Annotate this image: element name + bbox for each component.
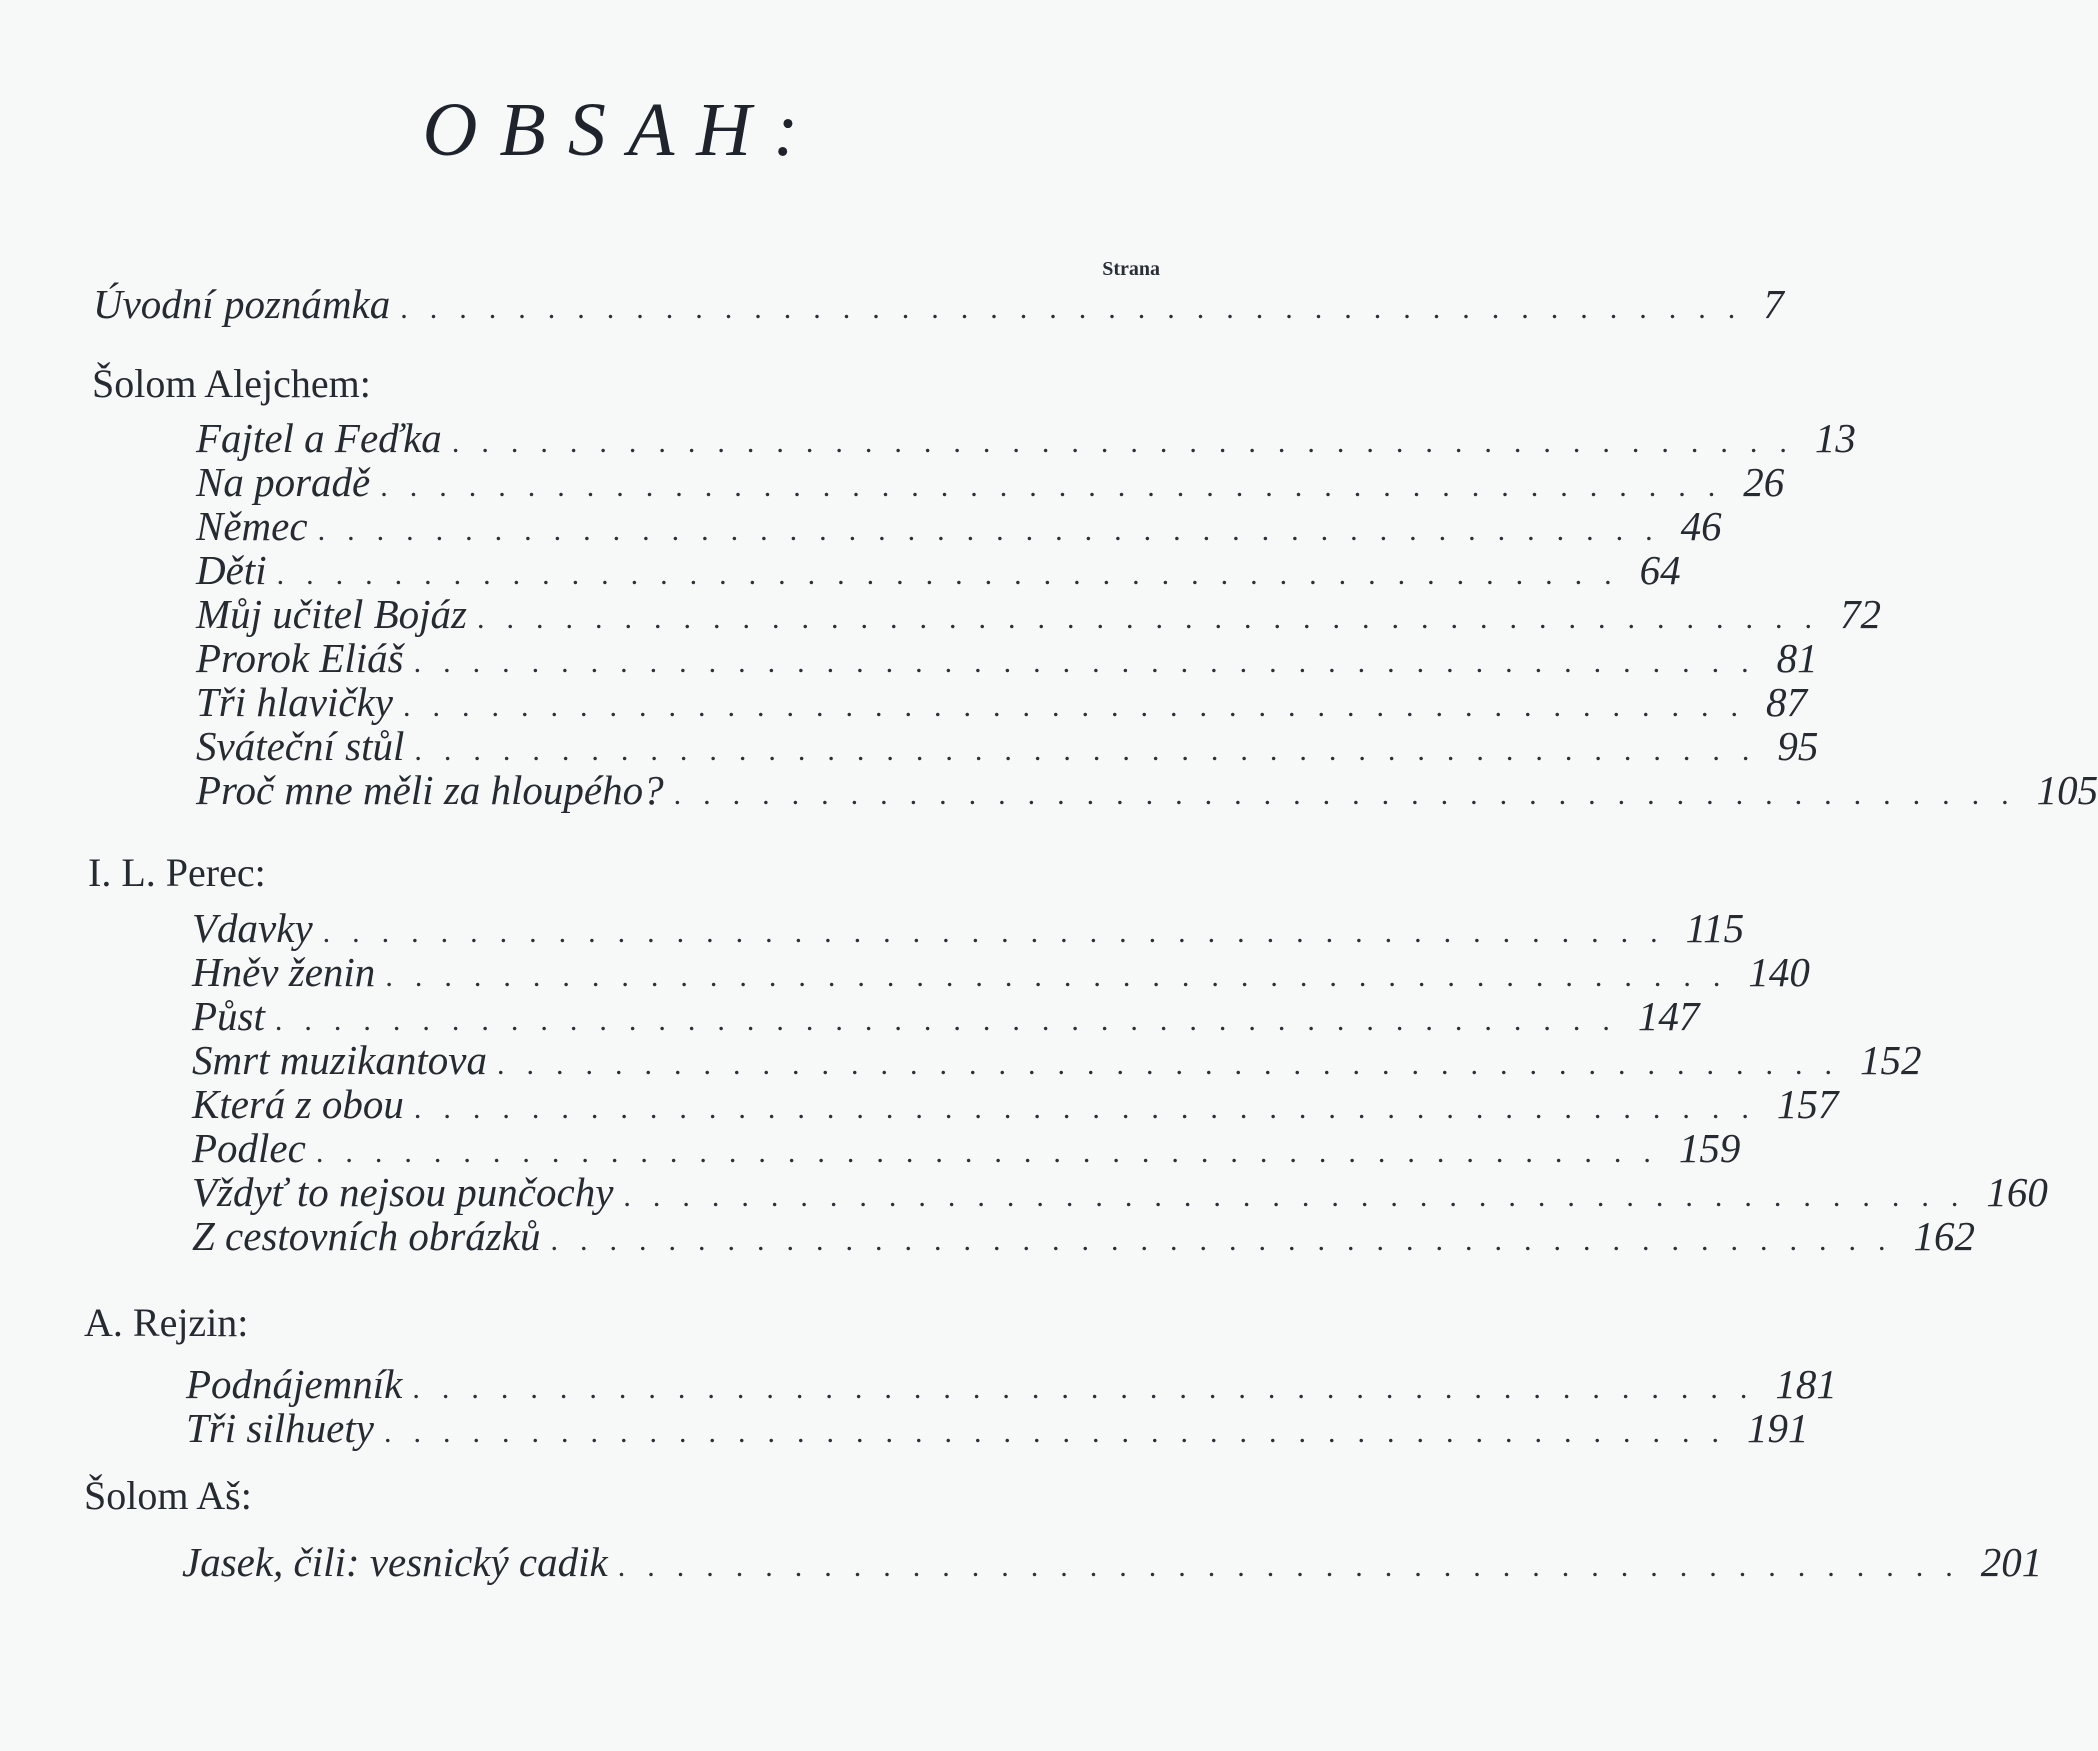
dot-leader: .............................................. [385, 960, 1743, 993]
toc-entry[interactable] [196, 459, 1785, 505]
toc-entry-title: Z cestovních obrázků [192, 1213, 541, 1259]
toc-entry[interactable] [196, 635, 1818, 681]
toc-entry-title: Na poradě [196, 459, 371, 505]
dot-leader: .............................................. [274, 1004, 1632, 1037]
toc-entry[interactable] [192, 993, 1700, 1039]
toc-entry-title: Podlec [192, 1125, 306, 1171]
toc-entry-title: Němec [196, 503, 308, 549]
dot-leader: .............................................. [477, 602, 1835, 635]
toc-entry-page: 157 [1776, 1081, 1839, 1127]
toc-entry[interactable] [196, 679, 1807, 725]
toc-entry[interactable] [196, 415, 1856, 461]
dot-leader: .............................................. [413, 646, 1771, 679]
dot-leader: .............................................. [322, 916, 1680, 949]
dot-leader: .............................................. [383, 1416, 1741, 1449]
toc-entry-page: 140 [1748, 949, 1810, 995]
toc-entry[interactable] [196, 723, 1819, 769]
dot-leader: .............................................. [673, 778, 2031, 811]
dot-leader: .............................................. [617, 1550, 1975, 1583]
dot-leader: .............................................. [315, 1136, 1673, 1169]
author-heading: Šolom Aš: [84, 1473, 252, 1518]
dot-leader: .............................................. [317, 514, 1675, 547]
toc-entry-title: Tři hlavičky [196, 679, 393, 725]
toc-entry-page: 81 [1776, 635, 1818, 681]
toc-entry-title: Proč mne měli za hloupého? [196, 767, 664, 813]
toc-entry[interactable] [192, 905, 1745, 951]
toc-entry[interactable] [196, 591, 1882, 637]
toc-entry-page: 181 [1775, 1361, 1837, 1407]
toc-entry-page: 152 [1859, 1037, 1922, 1083]
toc-entry-title: Fajtel a Feďka [196, 415, 442, 461]
toc-entry-title: Jasek, čili: vesnický cadik [182, 1539, 608, 1585]
page-column-label: Strana [1102, 258, 1160, 280]
toc-entry[interactable] [192, 1081, 1839, 1127]
toc-entry-title: Která z obou [192, 1081, 404, 1127]
toc-entry[interactable] [186, 1405, 1809, 1451]
toc-entry-title: Podnájemník [186, 1361, 403, 1407]
toc-entry[interactable] [186, 1361, 1837, 1407]
dot-leader: .............................................. [380, 470, 1738, 503]
dot-leader: .............................................. [412, 1372, 1770, 1405]
toc-entry-page: 26 [1743, 459, 1785, 505]
toc-entry-title: Půst [192, 993, 265, 1039]
toc-entry-intro[interactable] [93, 281, 1784, 327]
toc-entry[interactable] [192, 1169, 2048, 1215]
toc-entry-page: 160 [1986, 1169, 2048, 1215]
toc-entry[interactable] [196, 503, 1722, 549]
toc-entry[interactable] [192, 1213, 1975, 1259]
toc-entry-title: Úvodní poznámka [93, 281, 391, 327]
dot-leader: .............................................. [276, 558, 1634, 591]
toc-entry-page: 13 [1814, 415, 1856, 461]
toc-entry[interactable] [196, 767, 2098, 813]
toc-entry[interactable] [192, 1037, 1922, 1083]
toc-entry-page: 191 [1746, 1405, 1809, 1451]
toc-entry-title: Hněv ženin [192, 949, 376, 995]
toc-entry-title: Vždyť to nejsou punčochy [192, 1169, 614, 1215]
toc-entry-page: 87 [1765, 679, 1807, 725]
toc-entry-title: Vdavky [192, 905, 313, 951]
toc-entry-page: 72 [1840, 591, 1882, 637]
toc-entry-title: Tři silhuety [186, 1405, 374, 1451]
toc-entry-page: 64 [1639, 547, 1681, 593]
toc-entry-page: 147 [1637, 993, 1700, 1039]
dot-leader: .............................................. [414, 734, 1772, 767]
toc-entry-page: 95 [1777, 723, 1819, 769]
toc-entry-page: 162 [1913, 1213, 1975, 1259]
dot-leader: .............................................. [623, 1180, 1981, 1213]
toc-entry-title: Sváteční stůl [196, 723, 405, 769]
toc-entry[interactable] [182, 1539, 2043, 1585]
toc-entry[interactable] [192, 949, 1810, 995]
toc-entry-title: Děti [196, 547, 267, 593]
dot-leader: .............................................. [496, 1048, 1854, 1081]
toc-entry-title: Smrt muzikantova [192, 1037, 487, 1083]
author-heading: A. Rejzin: [84, 1300, 249, 1345]
toc-entry[interactable] [192, 1125, 1741, 1171]
toc-entry-page: 7 [1763, 281, 1784, 327]
dot-leader: .............................................. [451, 426, 1809, 459]
toc-entry-page: 201 [1980, 1539, 2043, 1585]
toc-entry[interactable] [196, 547, 1681, 593]
toc-entry-page: 46 [1680, 503, 1722, 549]
dot-leader: .............................................. [413, 1092, 1771, 1125]
dot-leader: .............................................. [550, 1224, 1908, 1257]
author-heading: I. L. Perec: [88, 850, 266, 895]
toc-entry-page: 159 [1678, 1125, 1741, 1171]
toc-entry-title: Prorok Eliáš [196, 635, 404, 681]
toc-entry-page: 105 [2036, 767, 2098, 813]
toc-entry-page: 115 [1685, 905, 1745, 951]
toc-entry-title: Můj učitel Bojáz [196, 591, 468, 637]
page-title: OBSAH: [422, 88, 821, 172]
dot-leader: .............................................. [402, 690, 1760, 723]
dot-leader: .............................................. [400, 292, 1758, 325]
author-heading: Šolom Alejchem: [92, 361, 371, 406]
